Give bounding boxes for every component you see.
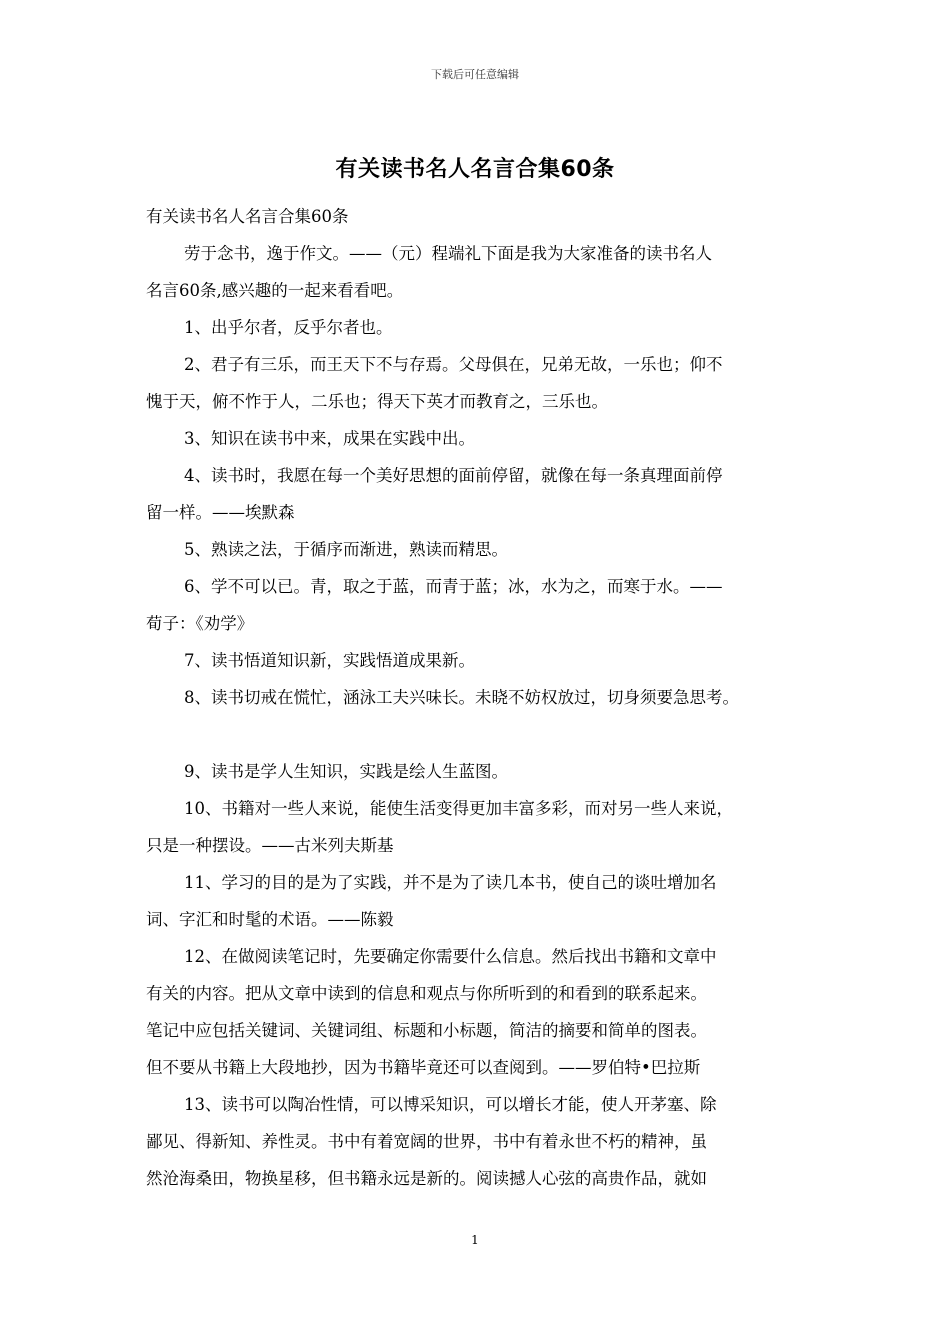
quote-line: 8、读书切戒在慌忙，涵泳工夫兴味长。未晓不妨权放过，切身须要急思考。 bbox=[184, 688, 739, 707]
quote-line: 1、出乎尔者，反乎尔者也。 bbox=[184, 318, 393, 337]
quote-line: 12、在做阅读笔记时，先要确定你需要什么信息。然后找出书籍和文章中 bbox=[184, 947, 717, 966]
quote-line: 鄙见、得新知、养性灵。书中有着宽阔的世界，书中有着永世不朽的精神，虽 bbox=[146, 1132, 707, 1151]
quote-line: 11、学习的目的是为了实践，并不是为了读几本书，使自己的谈吐增加名 bbox=[184, 873, 717, 892]
quote-line: 13、读书可以陶冶性情，可以博采知识，可以增长才能，使人开茅塞、除 bbox=[184, 1095, 717, 1114]
intro-line: 劳于念书，逸于作文。——（元）程端礼下面是我为大家准备的读书名人 bbox=[184, 244, 712, 263]
quote-line: 2、君子有三乐，而王天下不与存焉。父母俱在，兄弟无故，一乐也；仰不 bbox=[184, 355, 723, 374]
quote-line: 只是一种摆设。——古米列夫斯基 bbox=[146, 836, 394, 855]
page-number: 1 bbox=[471, 1233, 479, 1247]
quote-line: 愧于天，俯不怍于人，二乐也；得天下英才而教育之，三乐也。 bbox=[146, 392, 608, 411]
blank-line bbox=[146, 716, 818, 753]
quote-line: 荀子：《劝学》 bbox=[146, 614, 254, 633]
quote-line: 词、字汇和时髦的术语。——陈毅 bbox=[146, 910, 394, 929]
intro-line: 名言60条,感兴趣的一起来看看吧。 bbox=[146, 281, 404, 300]
quote-line: 有关的内容。把从文章中读到的信息和观点与你所听到的和看到的联系起来。 bbox=[146, 984, 707, 1003]
quote-line: 留一样。——埃默森 bbox=[146, 503, 295, 522]
quote-line: 4、读书时，我愿在每一个美好思想的面前停留，就像在每一条真理面前停 bbox=[184, 466, 723, 485]
document-title: 有关读书名人名言合集60条 bbox=[335, 157, 615, 182]
subtitle-line: 有关读书名人名言合集60条 bbox=[146, 207, 349, 226]
quote-line: 10、书籍对一些人来说，能使生活变得更加丰富多彩，而对另一些人来说， bbox=[184, 799, 733, 818]
header-note: 下载后可任意编辑 bbox=[431, 68, 519, 81]
quote-line: 7、读书悟道知识新，实践悟道成果新。 bbox=[184, 651, 475, 670]
quote-line: 3、知识在读书中来，成果在实践中出。 bbox=[184, 429, 475, 448]
quote-line: 6、学不可以已。青，取之于蓝，而青于蓝；冰，水为之，而寒于水。—— bbox=[184, 577, 723, 596]
quote-line: 笔记中应包括关键词、关键词组、标题和小标题，简洁的摘要和简单的图表。 bbox=[146, 1021, 707, 1040]
quote-line: 但不要从书籍上大段地抄，因为书籍毕竟还可以查阅到。——罗伯特•巴拉斯 bbox=[146, 1058, 701, 1077]
quote-line: 5、熟读之法，于循序而渐进，熟读而精思。 bbox=[184, 540, 508, 559]
quote-line: 然沧海桑田，物换星移，但书籍永远是新的。阅读撼人心弦的高贵作品，就如 bbox=[146, 1169, 707, 1188]
quote-line: 9、读书是学人生知识，实践是绘人生蓝图。 bbox=[184, 762, 508, 781]
document-body bbox=[146, 198, 818, 1197]
